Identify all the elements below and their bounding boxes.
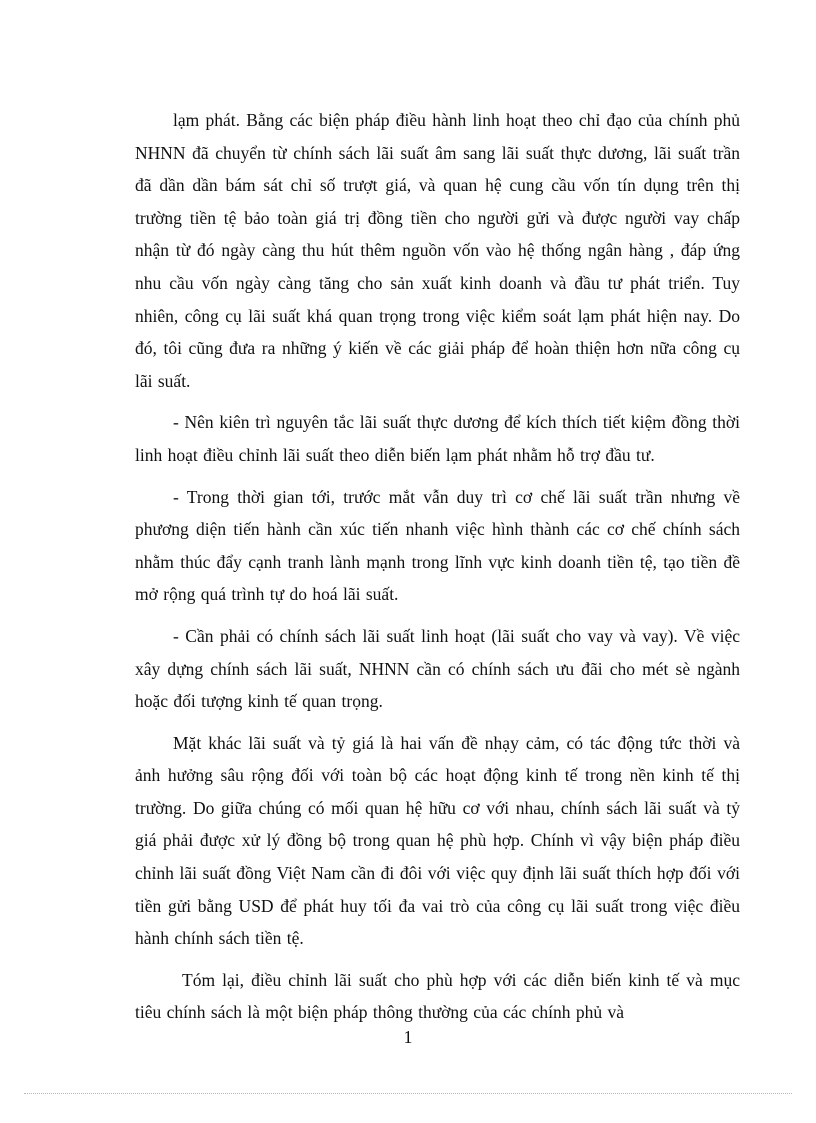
paragraph-interest-ceiling: - Trong thời gian tới, trước mắt vẫn duy trì cơ chế lãi suất trần nhưng về phương diện tiến hành cần xúc tiến nhanh việc hình thành các cơ chế chính sách nhằm thúc đẩy cạnh tranh lành mạnh trong lĩnh vực kinh doanh tiền tệ, tạo tiền đề mở rộng quá trình tự do hoá lãi suất. (135, 486, 740, 605)
paragraph-conclusion: Tóm lại, điều chỉnh lãi suất cho phù hợp với các diễn biến kinh tế và mục tiêu chính sách là một biện pháp thông thường của các chính phủ và (135, 969, 740, 1023)
body-text (135, 104, 740, 1029)
paragraph-flexible-policy: - Cần phải có chính sách lãi suất linh hoạt (lãi suất cho vay và vay). Về việc xây dựng chính sách lãi suất, NHNN cần có chính sách ưu đãi cho mét sè ngành hoặc đối tượng kinh tế quan trọng. (135, 625, 740, 712)
footer-divider (24, 1093, 792, 1094)
paragraph-inflation-control: lạm phát. Bằng các biện pháp điều hành linh hoạt theo chỉ đạo của chính phủ NHNN đã chuyển từ chính sách lãi suất âm sang lãi suất thực dương, lãi suất trần đã dần dần bám sát chỉ số trượt giá, và quan hệ cung cầu vốn tín dụng trên thị trường tiền tệ bảo toàn giá trị đồng tiền cho người gửi và được người vay chấp nhận từ đó ngày càng thu hút thêm nguồn vốn vào hệ thống ngân hàng , đáp ứng nhu cầu vốn ngày càng tăng cho sản xuất kinh doanh và đầu tư phát triển. Tuy nhiên, công cụ lãi suất khá quan trọng trong việc kiểm soát lạm phát hiện nay. Do đó, tôi cũng đưa ra những ý kiến về các giải pháp để hoàn thiện hơn nữa công cụ lãi suất. (135, 110, 740, 391)
paragraph-positive-real-rate: - Nên kiên trì nguyên tắc lãi suất thực dương để kích thích tiết kiệm đồng thời linh hoạt điều chỉnh lãi suất theo diễn biến lạm phát nhằm hỗ trợ đầu tư. (135, 412, 740, 465)
paragraph-exchange-rate: Mặt khác lãi suất và tỷ giá là hai vấn đề nhạy cảm, có tác động tức thời và ảnh hưởng sâu rộng đối với toàn bộ các hoạt động kinh tế trong nền kinh tế thị trường. Do giữa chúng có mối quan hệ hữu cơ với nhau, chính sách lãi suất và tỷ giá phải được xử lý đồng bộ trong quan hệ phù hợp. Chính vì vậy biện pháp điều chỉnh lãi suất đồng Việt Nam cần đi đôi với việc quy định lãi suất thích hợp đối với tiền gửi bằng USD để phát huy tối đa vai trò của công cụ lãi suất trong việc điều hành chính sách tiền tệ. (135, 732, 740, 949)
page-number: 1 (403, 1027, 413, 1047)
